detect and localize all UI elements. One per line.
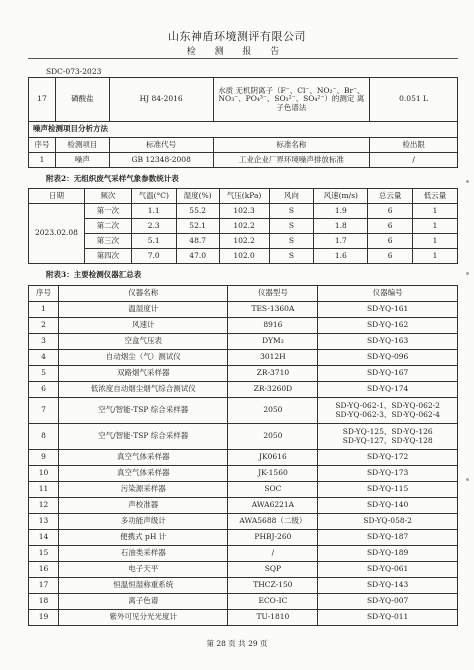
instrument-name: 石油类采样器 bbox=[58, 546, 228, 562]
table-row bbox=[29, 578, 458, 594]
noise-header-row bbox=[29, 138, 458, 153]
instrument-code: SD-YQ-189 bbox=[318, 546, 458, 562]
page-footer: 第 28 页 共 29 页 bbox=[206, 639, 268, 648]
instrument-code: SD-YQ-140 bbox=[318, 498, 458, 514]
wind-direction-cell: S bbox=[269, 204, 314, 219]
weather-table bbox=[28, 188, 458, 264]
frequency-cell: 第四次 bbox=[84, 249, 131, 264]
instrument-name: 声校准器 bbox=[58, 498, 228, 514]
instrument-model: 2050 bbox=[228, 398, 318, 424]
row-number: 10 bbox=[29, 466, 59, 482]
column-header: 日期 bbox=[29, 189, 85, 204]
column-header: 检测项目 bbox=[55, 138, 109, 153]
wind-speed-cell: 1.7 bbox=[314, 234, 368, 249]
detection-limit: 0.051 L bbox=[370, 78, 458, 122]
total-cloud-cell: 6 bbox=[368, 204, 413, 219]
column-header: 总云量 bbox=[368, 189, 413, 204]
column-header: 仪器编号 bbox=[318, 286, 458, 302]
row-number: 14 bbox=[29, 530, 59, 546]
table-row bbox=[29, 78, 458, 122]
row-number: 6 bbox=[29, 382, 59, 398]
instrument-code: SD-YQ-163 bbox=[318, 334, 458, 350]
row-number: 1 bbox=[29, 302, 59, 318]
header-divider bbox=[28, 58, 458, 59]
row-number: 18 bbox=[29, 594, 59, 610]
instrument-code: SD-YQ-011 bbox=[318, 610, 458, 626]
temperature-cell: 1.1 bbox=[131, 204, 176, 219]
humidity-cell: 48.7 bbox=[176, 234, 219, 249]
table-row bbox=[29, 514, 458, 530]
instrument-model: JK0616 bbox=[228, 450, 318, 466]
table-row bbox=[29, 498, 458, 514]
column-header: 序号 bbox=[29, 286, 59, 302]
instrument-model: THCZ-150 bbox=[228, 578, 318, 594]
method-name: 水质 无机阴离子（F⁻、Cl⁻、NO₂⁻、Br⁻、NO₃⁻、PO₄³⁻、SO₃²⁻、SO₄²⁻）的测定 离子色谱法 bbox=[213, 78, 370, 122]
row-number: 8 bbox=[29, 424, 59, 450]
column-header: 仪器型号 bbox=[228, 286, 318, 302]
total-cloud-cell: 6 bbox=[368, 219, 413, 234]
instrument-code: SD-YQ-061 bbox=[318, 562, 458, 578]
instrument-code: SD-YQ-058-2 bbox=[318, 514, 458, 530]
instrument-model: AWA6221A bbox=[228, 498, 318, 514]
instrument-model: TES-1360A bbox=[228, 302, 318, 318]
instrument-model: PHBJ-260 bbox=[228, 530, 318, 546]
column-header: 频次 bbox=[84, 189, 131, 204]
scan-speck bbox=[466, 272, 469, 275]
instrument-name: 真空气体采样器 bbox=[58, 466, 228, 482]
row-number: 2 bbox=[29, 318, 59, 334]
row-number: 17 bbox=[29, 78, 56, 122]
instrument-model: AWA5688（二级） bbox=[228, 514, 318, 530]
wind-direction-cell: S bbox=[269, 249, 314, 264]
table-row bbox=[29, 249, 458, 264]
row-number: 11 bbox=[29, 482, 59, 498]
instrument-name: 真空气体采样器 bbox=[58, 450, 228, 466]
column-header: 风向 bbox=[269, 189, 314, 204]
instrument-code: SD-YQ-062-1、SD-YQ-062-2 SD-YQ-062-3、SD-YQ-062-4 bbox=[318, 398, 458, 424]
instrument-code: SD-YQ-161 bbox=[318, 302, 458, 318]
item-name: 噪声 bbox=[55, 153, 109, 168]
scan-speck bbox=[466, 478, 469, 481]
table-row bbox=[29, 219, 458, 234]
table-row bbox=[29, 302, 458, 318]
instrument-code: SD-YQ-173 bbox=[318, 466, 458, 482]
low-cloud-cell: 1 bbox=[413, 234, 458, 249]
instrument-name: 空盒气压表 bbox=[58, 334, 228, 350]
instrument-name: 离子色谱 bbox=[58, 594, 228, 610]
standard-code: HJ 84-2016 bbox=[109, 78, 213, 122]
methods-table bbox=[28, 77, 458, 168]
table-row bbox=[29, 153, 458, 168]
row-number: 17 bbox=[29, 578, 59, 594]
instrument-name: 便携式 pH 计 bbox=[58, 530, 228, 546]
instrument-code: SD-YQ-115 bbox=[318, 482, 458, 498]
instrument-name: 双路烟气采样器 bbox=[58, 366, 228, 382]
row-number: 3 bbox=[29, 334, 59, 350]
pressure-cell: 102.3 bbox=[219, 204, 269, 219]
table-row bbox=[29, 594, 458, 610]
column-header: 标准代号 bbox=[109, 138, 213, 153]
table-row bbox=[29, 466, 458, 482]
total-cloud-cell: 6 bbox=[368, 249, 413, 264]
column-header: 检出限 bbox=[370, 138, 458, 153]
instrument-model: / bbox=[228, 546, 318, 562]
instrument-name: 低浓度自动烟尘烟气综合测试仪 bbox=[58, 382, 228, 398]
instrument-model: ZR-3710 bbox=[228, 366, 318, 382]
sampling-date: 2023.02.08 bbox=[29, 204, 85, 264]
column-header: 湿度(%) bbox=[176, 189, 219, 204]
instrument-code: SD-YQ-174 bbox=[318, 382, 458, 398]
instrument-code: SD-YQ-162 bbox=[318, 318, 458, 334]
scan-speck bbox=[466, 180, 469, 183]
frequency-cell: 第二次 bbox=[84, 219, 131, 234]
row-number: 7 bbox=[29, 398, 59, 424]
report-subtitle: 检 测 报 告 bbox=[186, 47, 288, 57]
wind-direction-cell: S bbox=[269, 234, 314, 249]
row-number: 19 bbox=[29, 610, 59, 626]
instrument-model: SOC bbox=[228, 482, 318, 498]
column-header: 仪器名称 bbox=[58, 286, 228, 302]
instrument-model: JK-1560 bbox=[228, 466, 318, 482]
pressure-cell: 102.2 bbox=[219, 234, 269, 249]
table-row bbox=[29, 204, 458, 219]
instrument-code: SD-YQ-187 bbox=[318, 530, 458, 546]
table-row bbox=[29, 234, 458, 249]
weather-header-row bbox=[29, 189, 458, 204]
row-number: 5 bbox=[29, 366, 59, 382]
instrument-model: SQP bbox=[228, 562, 318, 578]
instrument-model: 2050 bbox=[228, 424, 318, 450]
instrument-name: 污染源采样器 bbox=[58, 482, 228, 498]
table-row bbox=[29, 530, 458, 546]
table-row bbox=[29, 562, 458, 578]
standard-code: GB 12348-2008 bbox=[109, 153, 213, 168]
instrument-model: ZR-3260D bbox=[228, 382, 318, 398]
table-row bbox=[29, 382, 458, 398]
row-number: 13 bbox=[29, 514, 59, 530]
row-number: 4 bbox=[29, 350, 59, 366]
instrument-name: 恒温恒湿称重系统 bbox=[58, 578, 228, 594]
company-name: 山东神盾环境测评有限公司 bbox=[168, 30, 306, 43]
instrument-name: 空气/智能-TSP 综合采样器 bbox=[58, 398, 228, 424]
pressure-cell: 102.2 bbox=[219, 219, 269, 234]
column-header: 气温(°C) bbox=[131, 189, 176, 204]
row-number: 9 bbox=[29, 450, 59, 466]
pressure-cell: 102.0 bbox=[219, 249, 269, 264]
temperature-cell: 7.0 bbox=[131, 249, 176, 264]
instrument-name: 电子天平 bbox=[58, 562, 228, 578]
temperature-cell: 2.3 bbox=[131, 219, 176, 234]
humidity-cell: 55.2 bbox=[176, 204, 219, 219]
table-row bbox=[29, 546, 458, 562]
instrument-name: 紫外可见分光光度计 bbox=[58, 610, 228, 626]
item-name: 磷酸盐 bbox=[55, 78, 109, 122]
table-row bbox=[29, 424, 458, 450]
instrument-header-row bbox=[29, 286, 458, 302]
table-row bbox=[29, 318, 458, 334]
instrument-name: 空气/智能-TSP 综合采样器 bbox=[58, 424, 228, 450]
table-row bbox=[29, 366, 458, 382]
humidity-cell: 52.1 bbox=[176, 219, 219, 234]
instrument-code: SD-YQ-096 bbox=[318, 350, 458, 366]
instrument-table-title: 附表3：主要检测仪器汇总表 bbox=[46, 270, 142, 279]
row-number: 16 bbox=[29, 562, 59, 578]
table-row bbox=[29, 398, 458, 424]
low-cloud-cell: 1 bbox=[413, 249, 458, 264]
total-cloud-cell: 6 bbox=[368, 234, 413, 249]
column-header: 气压(kPa) bbox=[219, 189, 269, 204]
detection-limit: / bbox=[370, 153, 458, 168]
instrument-code: SD-YQ-167 bbox=[318, 366, 458, 382]
column-header: 标准名称 bbox=[213, 138, 370, 153]
column-header: 序号 bbox=[29, 138, 56, 153]
temperature-cell: 5.1 bbox=[131, 234, 176, 249]
instrument-code: SD-YQ-143 bbox=[318, 578, 458, 594]
row-number: 15 bbox=[29, 546, 59, 562]
table-row bbox=[29, 350, 458, 366]
frequency-cell: 第三次 bbox=[84, 234, 131, 249]
low-cloud-cell: 1 bbox=[413, 204, 458, 219]
instrument-name: 自动烟尘（气）测试仪 bbox=[58, 350, 228, 366]
document-number: SDC-073-2023 bbox=[46, 67, 102, 76]
noise-section-title: 噪声检测项目分析方法 bbox=[29, 122, 458, 138]
column-header: 风速(m/s) bbox=[314, 189, 368, 204]
standard-name: 工业企业厂界环境噪声排放标准 bbox=[213, 153, 370, 168]
wind-speed-cell: 1.6 bbox=[314, 249, 368, 264]
column-header: 低云量 bbox=[413, 189, 458, 204]
instrument-name: 风速计 bbox=[58, 318, 228, 334]
instrument-code: SD-YQ-125、SD-YQ-126 SD-YQ-127、SD-YQ-128 bbox=[318, 424, 458, 450]
table-row bbox=[29, 482, 458, 498]
instrument-model: 3012H bbox=[228, 350, 318, 366]
instrument-table bbox=[28, 285, 458, 626]
instrument-name: 温湿度计 bbox=[58, 302, 228, 318]
table-row bbox=[29, 610, 458, 626]
wind-direction-cell: S bbox=[269, 219, 314, 234]
instrument-model: ECO-IC bbox=[228, 594, 318, 610]
instrument-model: DYM₃ bbox=[228, 334, 318, 350]
table-row bbox=[29, 334, 458, 350]
instrument-name: 多功能声级计 bbox=[58, 514, 228, 530]
weather-table-title: 附表2：无组织废气采样气象参数统计表 bbox=[46, 174, 179, 183]
row-number: 12 bbox=[29, 498, 59, 514]
wind-speed-cell: 1.9 bbox=[314, 204, 368, 219]
instrument-code: SD-YQ-172 bbox=[318, 450, 458, 466]
low-cloud-cell: 1 bbox=[413, 219, 458, 234]
wind-speed-cell: 1.8 bbox=[314, 219, 368, 234]
frequency-cell: 第一次 bbox=[84, 204, 131, 219]
instrument-model: TU-1810 bbox=[228, 610, 318, 626]
instrument-code: SD-YQ-007 bbox=[318, 594, 458, 610]
instrument-model: 8916 bbox=[228, 318, 318, 334]
row-number: 1 bbox=[29, 153, 56, 168]
humidity-cell: 47.0 bbox=[176, 249, 219, 264]
table-row bbox=[29, 450, 458, 466]
